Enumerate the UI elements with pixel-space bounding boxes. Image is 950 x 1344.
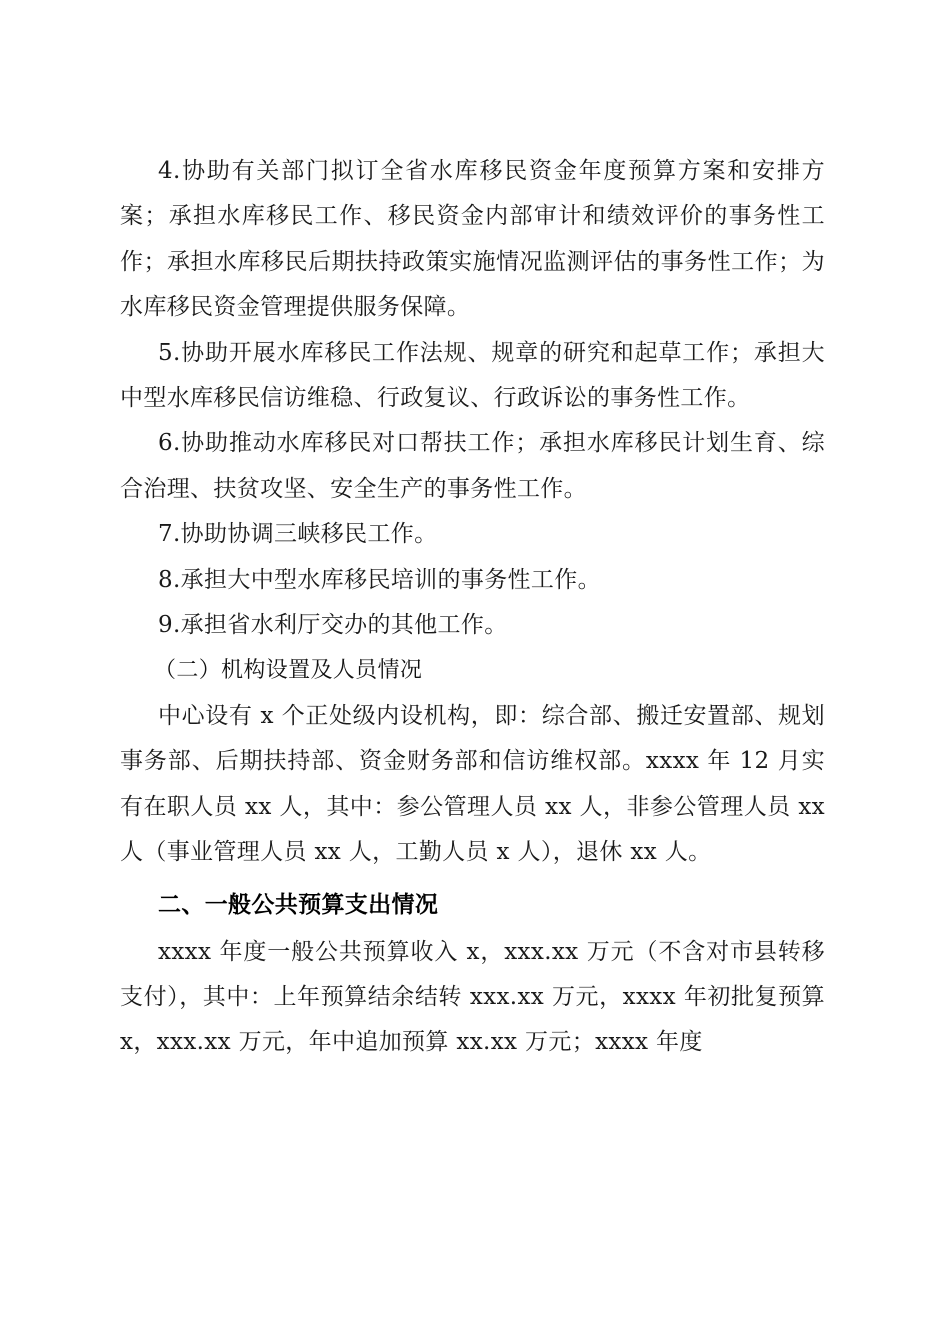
section-heading-budget: 二、一般公共预算支出情况	[158, 891, 439, 918]
duty-item-9: 9.承担省水利厅交办的其他工作。	[158, 612, 508, 639]
subheading-organization: （二）机构设置及人员情况	[154, 658, 423, 684]
duty-item-6: 6.协助推动水库移民对口帮扶工作；承担水库移民计划生育、综合治理、扶贫攻坚、安全生产的事务性工作。	[120, 430, 825, 502]
staff-paragraph: 中心设有 x 个正处级内设机构，即：综合部、搬迁安置部、规划事务部、后期扶持部、资金财务部和信访维权部。xxxx 年 12 月实有在职人员 xx 人，其中：参公管理人员 xx 人，非参公管理人员 xx 人（事业管理人员 xx 人，工勤人员 x 人），退休 xx 人。	[120, 702, 825, 866]
budget-paragraph: xxxx 年度一般公共预算收入 x，xxx.xx 万元（不含对市县转移支付），其中：上年预算结余结转 xxx.xx 万元，xxxx 年初批复预算 x，xxx.xx 万元，年中追加预算 xx.xx 万元；xxxx 年度	[120, 938, 825, 1056]
duty-item-5: 5.协助开展水库移民工作法规、规章的研究和起草工作；承担大中型水库移民信访维稳、行政复议、行政诉讼的事务性工作。	[120, 339, 825, 412]
duty-item-8: 8.承担大中型水库移民培训的事务性工作。	[158, 566, 601, 593]
document-page	[120, 149, 825, 1066]
duty-item-7: 7.协助协调三峡移民工作。	[158, 521, 438, 548]
duty-item-4: 4.协助有关部门拟订全省水库移民资金年度预算方案和安排方案；承担水库移民工作、移民资金内部审计和绩效评价的事务性工作；承担水库移民后期扶持政策实施情况监测评估的事务性工作；为水库移民资金管理提供服务保障。	[120, 158, 825, 321]
